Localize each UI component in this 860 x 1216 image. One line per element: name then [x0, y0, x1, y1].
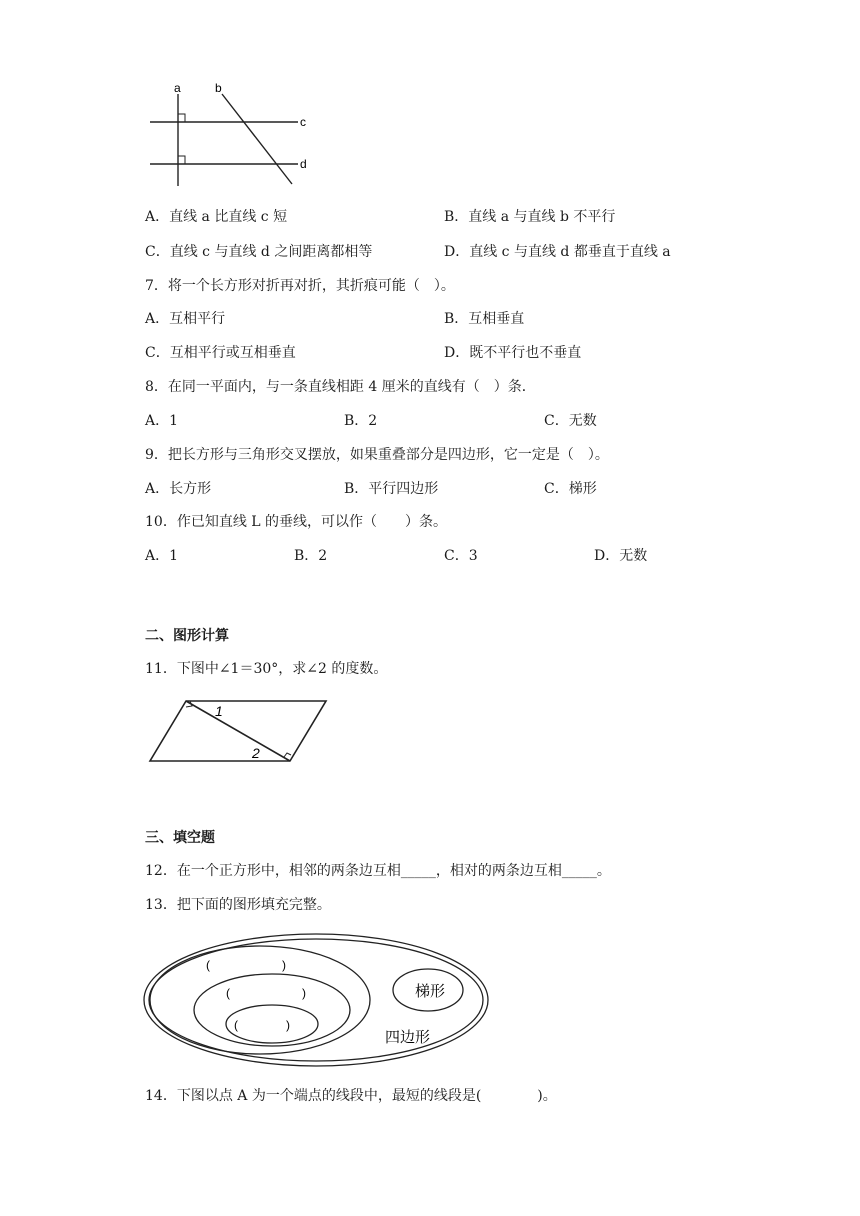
label-c: c	[300, 115, 306, 129]
q10-stem: 10．作已知直线 L 的垂线，可以作（ ）条。	[145, 514, 448, 530]
angle-mark-2	[284, 753, 291, 757]
q7-option-c[interactable]: C．互相平行或互相垂直	[145, 345, 296, 361]
q7-option-a[interactable]: A．互相平行	[145, 311, 226, 327]
rectangle-ellipse	[194, 974, 350, 1046]
q9-stem: 9．把长方形与三角形交叉摆放，如果重叠部分是四边形，它一定是（ ）。	[145, 447, 609, 463]
outer-blank: ( )	[206, 958, 286, 972]
q6-option-d[interactable]: D．直线 c 与直线 d 都垂直于直线 a	[444, 244, 671, 260]
angle-2-label: 2	[252, 745, 260, 761]
middle-blank: ( )	[226, 986, 306, 1000]
q7-option-b[interactable]: B．互相垂直	[444, 311, 525, 327]
q9-option-b[interactable]: B．平行四边形	[344, 481, 439, 497]
q14-stem: 14．下图以点 A 为一个端点的线段中，最短的线段是( )。	[145, 1088, 557, 1104]
q13-stem: 13．把下面的图形填充完整。	[145, 897, 331, 913]
parallelogram-figure	[140, 692, 340, 772]
line-b	[222, 94, 292, 184]
section-title-geometry-calc: 二、图形计算	[145, 628, 229, 644]
q8-stem: 8．在同一平面内，与一条直线相距 4 厘米的直线有（ ）条．	[145, 379, 536, 395]
q12-stem: 12．在一个正方形中，相邻的两条边互相_____，相对的两条边互相_____。	[145, 863, 611, 879]
right-angle-mark-top	[178, 114, 185, 122]
quadrilateral-venn-figure	[140, 932, 492, 1072]
angle-1-label: 1	[215, 703, 223, 719]
q10-option-c[interactable]: C．3	[444, 548, 478, 564]
outer-ellipse-inner-ring	[149, 939, 483, 1061]
q8-option-a[interactable]: A．1	[145, 413, 179, 429]
label-b: b	[215, 81, 222, 95]
label-a: a	[174, 81, 181, 95]
q7-stem: 7．将一个长方形对折再对折，其折痕可能（ ）。	[145, 278, 455, 294]
q6-option-a[interactable]: A．直线 a 比直线 c 短	[145, 209, 288, 225]
label-d: d	[300, 157, 307, 171]
q6-option-b[interactable]: B．直线 a 与直线 b 不平行	[444, 209, 616, 225]
q10-option-d[interactable]: D．无数	[594, 548, 648, 564]
q8-option-c[interactable]: C．无数	[544, 413, 597, 429]
q10-option-b[interactable]: B．2	[294, 548, 328, 564]
q9-option-a[interactable]: A．长方形	[145, 481, 212, 497]
trapezoid-label: 梯形	[415, 983, 446, 1000]
q11-stem: 11．下图中∠1＝30°，求∠2 的度数。	[145, 661, 388, 677]
parallel-lines-figure	[140, 80, 320, 190]
q9-option-c[interactable]: C．梯形	[544, 481, 597, 497]
q6-option-c[interactable]: C．直线 c 与直线 d 之间距离都相等	[145, 244, 373, 260]
q8-option-b[interactable]: B．2	[344, 413, 378, 429]
q7-option-d[interactable]: D．既不平行也不垂直	[444, 345, 582, 361]
quadrilateral-label: 四边形	[385, 1029, 431, 1046]
section-title-fill-blank: 三、填空题	[145, 830, 215, 846]
inner-blank: ( )	[234, 1018, 290, 1032]
q10-option-a[interactable]: A．1	[145, 548, 179, 564]
right-angle-mark-bottom	[178, 156, 185, 164]
parallelogram-diagonal	[186, 701, 290, 761]
